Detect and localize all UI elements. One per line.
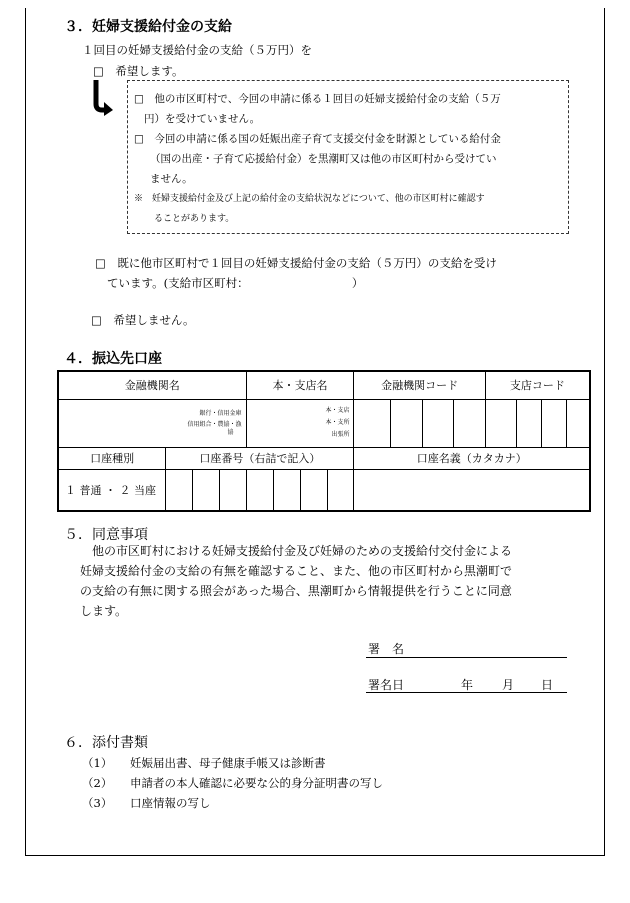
bank-code-digit-1[interactable] bbox=[354, 399, 390, 447]
account-number-digit-2[interactable] bbox=[193, 469, 220, 511]
account-number-digit-5[interactable] bbox=[273, 469, 300, 511]
section-6-title: ６．添付書類 bbox=[64, 735, 148, 751]
account-holder-input[interactable] bbox=[354, 469, 590, 511]
arrow-down-right-icon bbox=[92, 78, 114, 116]
condition-2-checkbox[interactable] bbox=[134, 129, 501, 189]
header-account-holder: 口座名義（カタカナ） bbox=[354, 447, 590, 469]
condition-1-line-b: 円）を受けていません。 bbox=[144, 113, 261, 125]
branch-type-line-b: 本・支所 bbox=[325, 418, 350, 426]
consent-line-4: します。 bbox=[80, 604, 128, 618]
section-3-title: ３．妊婦支援給付金の支給 bbox=[64, 19, 232, 35]
sign-date-month: 月 bbox=[502, 678, 515, 692]
consent-line-2: 妊婦支援給付金の支給の有無を確認すること、また、他の市区町村から黒潮町で bbox=[80, 564, 513, 578]
bank-code-digit-3[interactable] bbox=[422, 399, 454, 447]
attachment-num: （3） bbox=[82, 796, 113, 810]
header-account-type: 口座種別 bbox=[58, 447, 166, 469]
account-number-digit-1[interactable] bbox=[166, 469, 193, 511]
consent-paragraph bbox=[80, 541, 512, 621]
condition-1-checkbox[interactable] bbox=[134, 89, 501, 129]
condition-2-line-a: □ 今回の申請に係る国の妊娠出産子育て支援交付金を財源としている給付金 bbox=[134, 133, 501, 145]
benefit-lead-text: １回目の妊婦支援給付金の支給（５万円）を bbox=[82, 43, 312, 57]
already-received-line-b: ています。(支給市区町村： bbox=[107, 276, 249, 290]
already-received-line-a: □ 既に他市区町村で１回目の妊婦支援給付金の支給（５万円）の支給を受け bbox=[95, 256, 497, 270]
bank-type-line-b: 信用組合・農協・漁 bbox=[187, 421, 242, 429]
condition-1-line-a: □ 他の市区町村で、今回の申請に係る１回目の妊婦支援給付金の支給（５万 bbox=[134, 93, 501, 105]
confirmation-note bbox=[134, 189, 485, 229]
account-number-digit-7[interactable] bbox=[327, 469, 354, 511]
attachment-item-2 bbox=[82, 773, 383, 793]
branch-code-digit-4[interactable] bbox=[567, 399, 590, 447]
signature-input[interactable] bbox=[366, 657, 567, 658]
sign-date-day: 日 bbox=[541, 678, 554, 692]
consent-line-3: の支給の有無に関する照会があった場合、黒潮町から情報提供を行うことに同意 bbox=[80, 584, 512, 598]
section-4-title: ４．振込先口座 bbox=[64, 351, 162, 367]
attachment-text: 妊娠届出書、母子健康手帳又は診断書 bbox=[130, 756, 326, 770]
branch-name-input[interactable] bbox=[246, 399, 354, 447]
header-bank-code: 金融機関コード bbox=[354, 371, 485, 399]
sign-date-year: 年 bbox=[461, 678, 474, 692]
attachment-list bbox=[82, 753, 383, 813]
option-already-received-checkbox[interactable] bbox=[95, 253, 497, 293]
already-received-close: ） bbox=[351, 276, 364, 290]
branch-code-digit-1[interactable] bbox=[485, 399, 517, 447]
account-number-digit-6[interactable] bbox=[300, 469, 327, 511]
header-bank-name: 金融機関名 bbox=[58, 371, 246, 399]
branch-code-digit-3[interactable] bbox=[542, 399, 567, 447]
section-5-title: ５．同意事項 bbox=[64, 527, 148, 543]
branch-code-digit-2[interactable] bbox=[517, 399, 542, 447]
attachment-num: （2） bbox=[82, 776, 113, 790]
bank-code-digit-2[interactable] bbox=[390, 399, 422, 447]
sign-date-label: 署名日 bbox=[368, 678, 405, 692]
bank-name-input[interactable] bbox=[58, 399, 246, 447]
bank-code-digit-4[interactable] bbox=[454, 399, 486, 447]
attachment-item-3 bbox=[82, 793, 383, 813]
signature-label: 署 名 bbox=[368, 642, 405, 656]
bank-type-line-a: 銀行・信用金庫 bbox=[199, 409, 242, 417]
attachment-item-1 bbox=[82, 753, 383, 773]
account-type-options[interactable]: １ 普通 ・ ２ 当座 bbox=[58, 469, 166, 511]
condition-2-line-c: ません。 bbox=[150, 173, 193, 185]
condition-2-line-b: （国の出産・子育て応援給付金）を黒潮町又は他の市区町村から受けてい bbox=[150, 153, 497, 165]
account-number-digit-3[interactable] bbox=[219, 469, 246, 511]
header-account-number: 口座番号（右詰で記入） bbox=[166, 447, 354, 469]
option-no-wish-checkbox[interactable]: □ 希望しません。 bbox=[91, 313, 195, 327]
attachment-text: 口座情報の写し bbox=[130, 796, 211, 810]
branch-type-line-a: 本・支店 bbox=[325, 407, 350, 415]
consent-line-1: 他の市区町村における妊婦支援給付金及び妊婦のための支援給付交付金による bbox=[92, 544, 513, 558]
account-number-digit-4[interactable] bbox=[246, 469, 273, 511]
attachment-text: 申請者の本人確認に必要な公的身分証明書の写し bbox=[130, 776, 383, 790]
option-wish-checkbox[interactable]: □ 希望します。 bbox=[93, 64, 184, 78]
header-branch-code: 支店コード bbox=[485, 371, 590, 399]
attachment-num: （1） bbox=[82, 756, 113, 770]
confirmation-note-line-b: ることがあります。 bbox=[154, 214, 235, 224]
branch-type-line-c: 出張所 bbox=[331, 431, 350, 439]
bank-type-line-c: 協 bbox=[227, 428, 234, 436]
sign-date-input[interactable] bbox=[366, 692, 567, 693]
header-branch-name: 本・支店名 bbox=[246, 371, 354, 399]
confirmation-note-line-a: ※ 妊婦支援給付金及び上記の給付金の支給状況などについて、他の市区町村に確認す bbox=[134, 194, 485, 204]
bank-account-table bbox=[57, 370, 591, 512]
